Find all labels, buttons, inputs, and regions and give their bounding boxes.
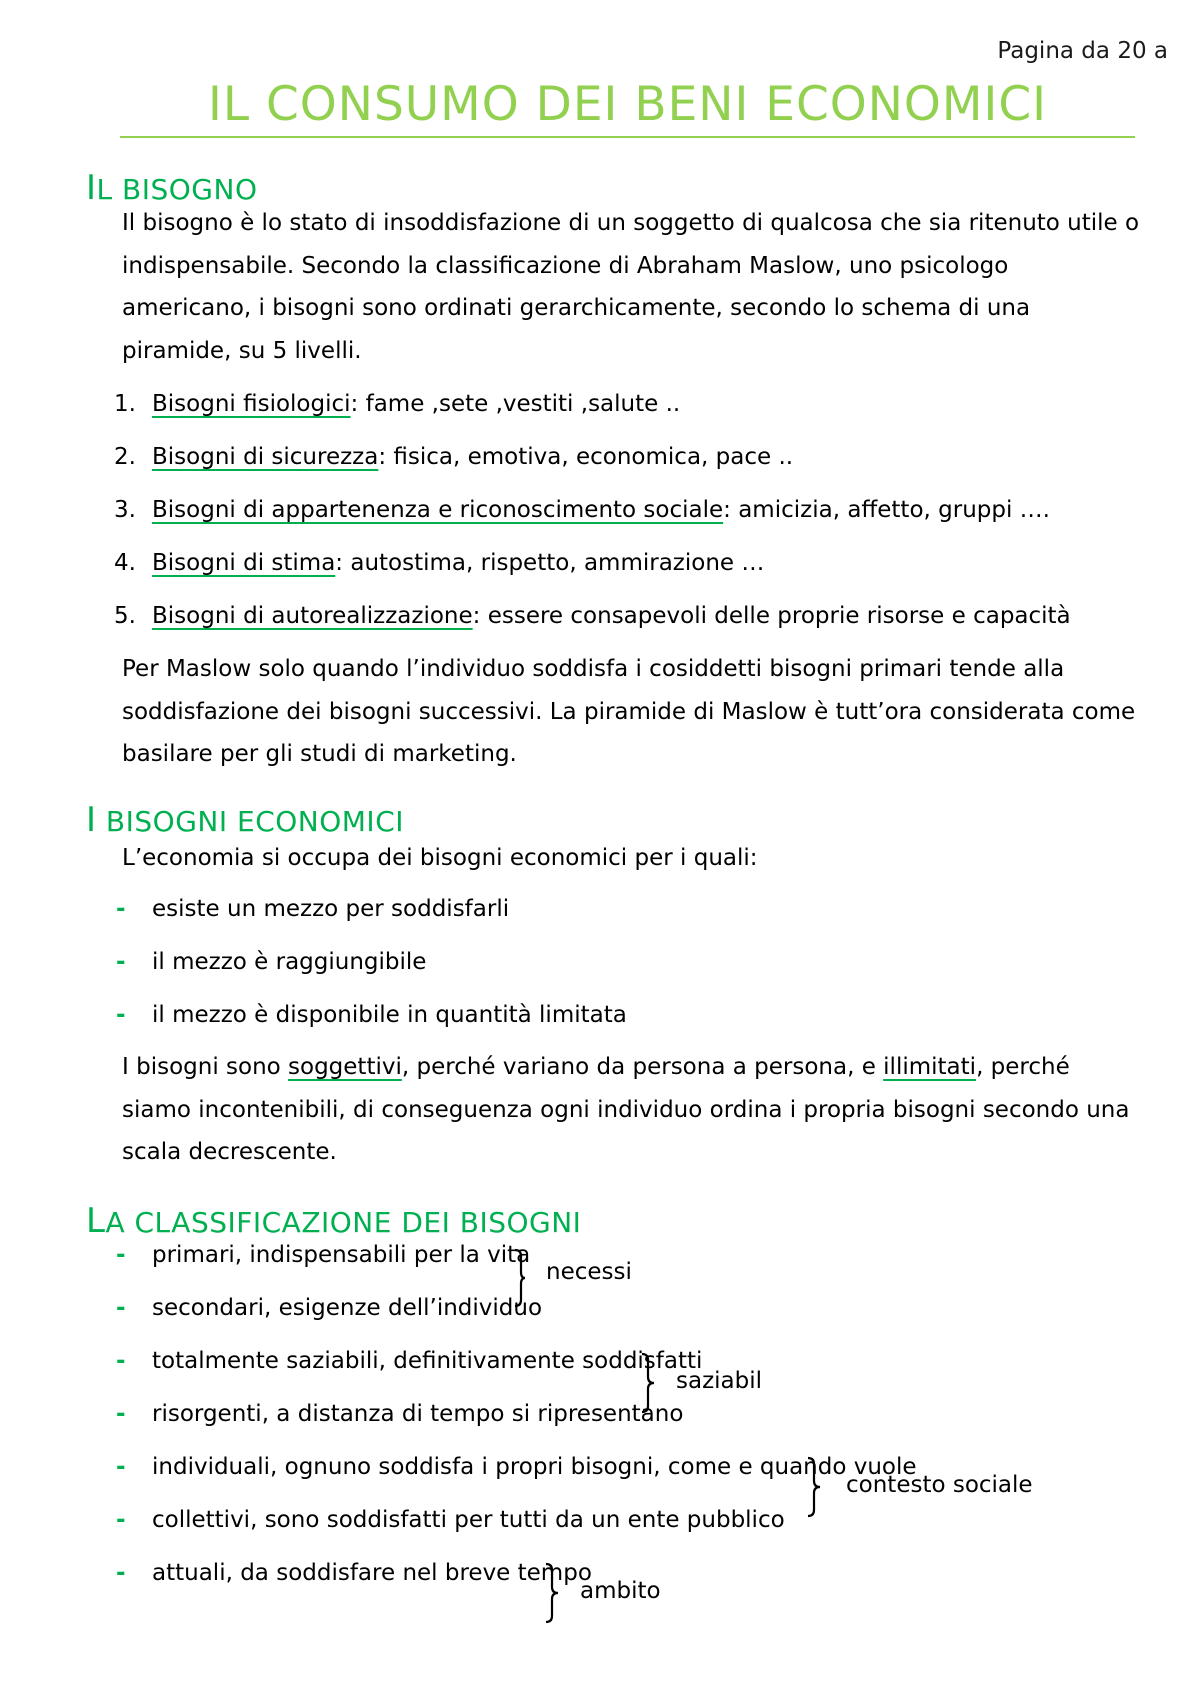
list-dash: - [116,1454,126,1480]
list-text: collettivi, sono soddisfatti per tutti da un ente pubblico [152,1507,785,1533]
list-detail: : amicizia, affetto, gruppi …. [723,497,1050,523]
list-text [152,442,793,472]
list-text: attuali, da soddisfare nel breve tempo [152,1560,592,1586]
needs-characteristics [122,1046,1142,1174]
list-number: 2. [114,444,136,470]
heading-rest: A CLASSIFICAZIONE DEI BISOGNI [105,1206,582,1239]
list-text [152,548,764,578]
text-run: , perché variano da persona a persona, e [401,1054,884,1080]
brace-label-saziabil: saziabil [676,1368,763,1394]
list-dash: - [116,896,126,922]
economic-needs-intro: L’economia si occupa dei bisogni economici per i quali: [122,845,758,871]
maslow-conclusion: Per Maslow solo quando l’individuo soddisfa i cosiddetti bisogni primari tende alla soddisfazione dei bisogni successivi. La piramide di Maslow è tutt’ora considerata come basilare per gli studi di marketing. [122,656,1136,767]
list-dash: - [116,1242,126,1268]
section-heading-classificazione [86,1203,581,1241]
list-dash: - [116,1401,126,1427]
list-term: Bisogni fisiologici [152,391,351,417]
list-detail: : fame ,sete ,vestiti ,salute .. [350,391,681,417]
brace-necessita [505,1248,531,1308]
list-text: il mezzo è disponibile in quantità limitata [152,1002,627,1028]
list-text: risorgenti, a distanza di tempo si ripresentano [152,1401,684,1427]
list-text: individuali, ognuno soddisfa i propri bisogni, come e quando vuole [152,1454,917,1480]
list-detail: : essere consapevoli delle proprie risorse e capacità [472,603,1071,629]
list-text: totalmente saziabili, definitivamente soddisfatti [152,1348,703,1374]
heading-rest: BISOGNI ECONOMICI [96,805,405,838]
list-number: 1. [114,391,136,417]
brace-label-necessi: necessi [546,1259,632,1285]
brace-label-ambito: ambito [580,1578,661,1604]
list-dash: - [116,1295,126,1321]
brace-contesto-sociale [806,1456,832,1518]
list-term: Bisogni di appartenenza e riconoscimento sociale [152,497,724,523]
brace-label-contesto-sociale: contesto sociale [846,1472,1033,1498]
page-title: IL CONSUMO DEI BENI ECONOMICI [207,77,1047,132]
list-number: 5. [114,603,136,629]
text-run: , perché siamo incontenibili, di conseguenza ogni individuo ordina i propria bisogni secondo una scala decrescente. [122,1054,1130,1165]
list-text: esiste un mezzo per soddisfarli [152,896,510,922]
list-detail: : fisica, emotiva, economica, pace .. [378,444,794,470]
list-dash: - [116,1348,126,1374]
heading-rest: L BISOGNO [96,173,258,206]
list-dash: - [116,1560,126,1586]
page-number: Pagina da 20 a [997,38,1168,64]
list-text [152,495,1050,525]
section-heading-bisogni-economici [86,802,404,840]
list-dash: - [116,1507,126,1533]
list-text: secondari, esigenze dell’individuo [152,1295,543,1321]
brace-ambito [544,1562,570,1624]
list-text [152,389,680,419]
list-term: Bisogni di stima [152,550,336,576]
list-term: Bisogni di sicurezza [152,444,379,470]
list-dash: - [116,949,126,975]
title-rule [120,136,1135,138]
list-term: Bisogni di autorealizzazione [152,603,473,629]
term-illimitati: illimitati [883,1054,977,1080]
list-text: il mezzo è raggiungibile [152,949,427,975]
list-text [152,601,1071,631]
brace-saziabilita [640,1352,666,1414]
list-dash: - [116,1002,126,1028]
list-number: 4. [114,550,136,576]
bisogno-definition: Il bisogno è lo stato di insoddisfazione di un soggetto di qualcosa che sia ritenuto utile o indispensabile. Secondo la classificazione di Abraham Maslow, uno psicologo americano, i bisogni sono ordinati gerarchicamente, secondo lo schema di una piramide, su 5 livelli. [122,210,1140,364]
text-run: I bisogni sono [122,1054,289,1080]
term-soggettivi: soggettivi [288,1054,402,1080]
list-detail: : autostima, rispetto, ammirazione … [335,550,765,576]
heading-initial: I [86,800,97,840]
list-number: 3. [114,497,136,523]
heading-initial: L [86,1201,106,1241]
heading-initial: I [86,168,97,208]
list-text: primari, indispensabili per la vita [152,1242,531,1268]
